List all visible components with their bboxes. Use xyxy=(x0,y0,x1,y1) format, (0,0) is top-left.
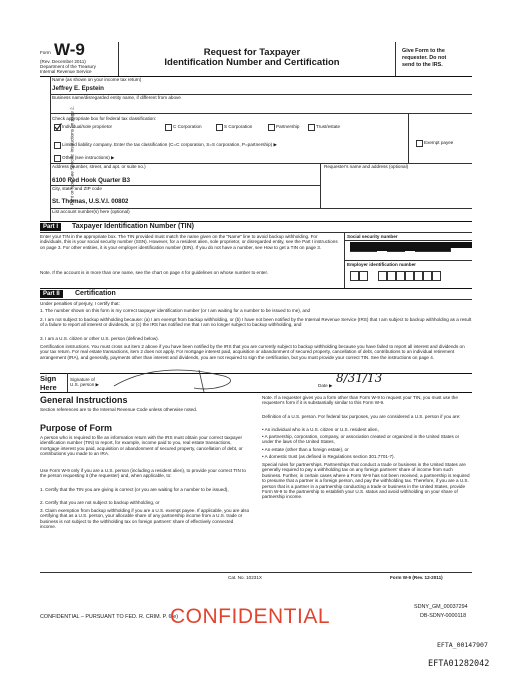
part1-note: Note. If the account is in more than one name, see the chart on page 4 for guidelines on whose number to enter. xyxy=(40,270,269,275)
opt-llc: Limited liability company. Enter the tax classification (C=C corporation, S=S corporation, P=partnership) ▶ xyxy=(62,142,277,147)
give-form-2: requester. Do not xyxy=(402,55,447,61)
bullet-3: • An estate (other than a foreign estate), or xyxy=(262,447,349,452)
requester-label: Requester's name and address (optional) xyxy=(324,164,409,169)
list-item2: 2. Certify that you are not subject to backup withholding, or xyxy=(40,500,160,505)
right-note: Note. If a requester gives you a form other than Form W-9 to request your TIN, you must use the requester's form if it is substantially similar to this Form W-9. xyxy=(262,395,458,406)
part1-text: Enter your TIN in the appropriate box. The TIN provided must match the name given on the "Name" line to avoid backup withholding. For individuals, this is your social security number (SSN). However, for a resident alien, sole proprietor, or disregarded entity, see the Part I instructions on page 3. For other entities, it is your employer identification number (EIN). If you do not have a number, see How to get a TIN on page 3. xyxy=(40,234,338,250)
opt-other: Other (see instructions) ▶ xyxy=(62,155,115,160)
us-person-definition: Definition of a U.S. person. For federal tax purposes, you are considered a U.S. person if you are: xyxy=(262,414,461,419)
sign-here: Sign Here xyxy=(40,375,57,392)
efta-stamp-1: EFTA_00147907 xyxy=(437,641,488,649)
part1-label: Part I xyxy=(40,223,61,231)
classification-label: Check appropriate box for federal tax classification: xyxy=(52,116,157,121)
part1-title: Taxpayer Identification Number (TIN) xyxy=(72,223,194,230)
scorp-checkbox[interactable] xyxy=(216,124,223,131)
cert-item1: 1. The number shown on this form is my correct taxpayer identification number (or I am waiting for a number to be issued to me), and xyxy=(40,308,311,313)
city-value[interactable]: St. Thomas, U.S.V.I. 00802 xyxy=(52,198,129,205)
part2-title: Certification xyxy=(75,290,116,297)
account-label: List account number(s) here (optional) xyxy=(52,209,130,214)
opt-scorp: S Corporation xyxy=(224,124,253,129)
date-label: Date ▶ xyxy=(318,383,333,388)
general-intro: Section references are to the Internal Revenue Code unless otherwise noted. xyxy=(40,407,198,412)
signature-label: Signature of U.S. person ▶ xyxy=(70,377,100,388)
partnership-checkbox[interactable] xyxy=(268,124,275,131)
purpose-text: A person who is required to file an information return with the IRS must obtain your correct taxpayer identification number (TIN) to report, for example, income paid to you, real estate transactions, mortgage interest you paid, acquisition or abandonment of secured property, cancellation of debt, or contributions you made to an IRA. xyxy=(40,435,243,457)
department: Department of the Treasury xyxy=(40,64,96,69)
exempt-payee: Exempt payee xyxy=(424,140,454,145)
title-line2: Identification Number and Certification xyxy=(164,58,340,68)
form-word: Form xyxy=(40,50,51,55)
cert-item2: 2. I am not subject to backup withholding because: (a) I am exempt from backup withholding, or (b) I have not been notified by the Internal Revenue Service (IRS) that I am subject to backup withholding as a result of a failure to report all interest or dividends, or (c) the IRS has notified me that I am no longer subject to backup withholding, and xyxy=(40,317,472,328)
opt-trust: Trust/estate xyxy=(316,124,341,129)
confidential-footer: CONFIDENTIAL – PURSUANT TO FED. R. CRIM. P. 6(e) xyxy=(40,614,179,620)
efta-stamp-2: EFTA01282042 xyxy=(428,659,490,669)
bullet-4: • A domestic trust (as defined in Regulations section 301.7701-7). xyxy=(262,454,395,459)
individual-checkbox[interactable] xyxy=(54,124,61,131)
business-name-label: Business name/disregarded entity name, if different from above xyxy=(52,95,181,100)
ssn-label: Social security number xyxy=(347,234,398,239)
ein-label: Employer identification number xyxy=(347,262,416,267)
check-mark-icon xyxy=(54,123,62,131)
w9-form xyxy=(40,38,472,604)
form-rev-footer: Form W-9 (Rev. 12-2011) xyxy=(390,575,443,580)
list-item3: 3. Claim exemption from backup withholding if you are a U.S. exempt payee. If applicable, you are also certifying that as a U.S. person, your allocable share of any partnership income from a U.S. trade or business is not subject to the withholding tax on foreign partners' share of effectively connected income. xyxy=(40,508,250,530)
special-rules: Special rules for partnerships. Partnerships that conduct a trade or business in the United States are generally required to pay a withholding tax on any foreign partners' share of income from such business. Further, in certain cases where a Form W-9 has not been received, a partnership is required to presume that a partner is a foreign person, and pay the withholding tax. Therefore, if you are a U.S. person that is a partner in a partnership conducting a trade or business in the United States, provide Form W-9 to the partnership to establish your U.S. status and avoid withholding on your share of partnership income. xyxy=(262,462,470,500)
address-value[interactable]: 6100 Red Hook Quarter B3 xyxy=(52,177,131,184)
title-line1: Request for Taxpayer xyxy=(203,48,301,58)
ssn-redaction xyxy=(350,242,450,251)
other-checkbox[interactable] xyxy=(54,155,61,162)
date-value[interactable]: 8/31/13 xyxy=(336,371,383,385)
cert-item3: 3. I am a U.S. citizen or other U.S. person (defined below). xyxy=(40,336,159,341)
confidential-stamp: CONFIDENTIAL xyxy=(170,606,331,628)
name-value[interactable]: Jeffrey E. Epstein xyxy=(52,85,104,92)
list-item1: 1. Certify that the TIN you are giving is correct (or you are waiting for a number to be issued), xyxy=(40,487,229,492)
sdny-gm-stamp: SDNY_GM_00037294 xyxy=(414,604,468,610)
opt-individual: Individual/sole proprietor xyxy=(62,124,113,129)
part2-intro: Under penalties of perjury, I certify that: xyxy=(40,301,120,306)
give-form-1: Give Form to the xyxy=(402,48,445,54)
city-label: City, state, and ZIP code xyxy=(52,186,102,191)
form-number: W-9 xyxy=(54,41,85,59)
cat-no: Cat. No. 10231X xyxy=(228,575,262,580)
bullet-1: • An individual who is a U.S. citizen or U.S. resident alien, xyxy=(262,427,379,432)
bullet-2: • A partnership, corporation, company, or association created or organized in the United States or under the laws of the United States, xyxy=(262,434,460,445)
side-label: Print or type See Specific Instructions on page 2. xyxy=(69,106,75,206)
form-revision: (Rev. December 2011) xyxy=(40,59,86,64)
opt-partnership: Partnership xyxy=(276,124,300,129)
ccorp-checkbox[interactable] xyxy=(165,124,172,131)
cert-instructions: Certification instructions. You must cross out item 2 above if you have been notified by the IRS that you are currently subject to backup withholding because you have failed to report all interest and dividends on your tax return. For real estate transactions, item 2 does not apply. For mortgage interest paid, acquisition or abandonment of secured property, cancellation of debt, contributions to an individual retirement arrangement (IRA), and generally, payments other than interest and dividends, you are not required to sign the certification, but you must provide your correct TIN. See the instructions on page 4. xyxy=(40,344,465,360)
llc-checkbox[interactable] xyxy=(54,142,61,149)
trust-checkbox[interactable] xyxy=(308,124,315,131)
purpose-heading: Purpose of Form xyxy=(40,423,113,433)
opt-ccorp: C Corporation xyxy=(173,124,202,129)
db-sdny-stamp: DB-SDNY-0000118 xyxy=(420,613,467,619)
exempt-payee-checkbox[interactable] xyxy=(416,140,423,147)
part2-label: Part II xyxy=(40,290,63,298)
irs-label: Internal Revenue Service xyxy=(40,69,92,74)
use-text: Use Form W-9 only if you are a U.S. person (including a resident alien), to provide your correct TIN to the person requesting it (the requester) and, when applicable, to: xyxy=(40,468,246,479)
address-label: Address (number, street, and apt. or suite no.) xyxy=(52,164,146,169)
general-heading: General Instructions xyxy=(40,395,128,405)
name-label: Name (as shown on your income tax return) xyxy=(52,77,142,82)
give-form-3: send to the IRS. xyxy=(402,62,443,68)
